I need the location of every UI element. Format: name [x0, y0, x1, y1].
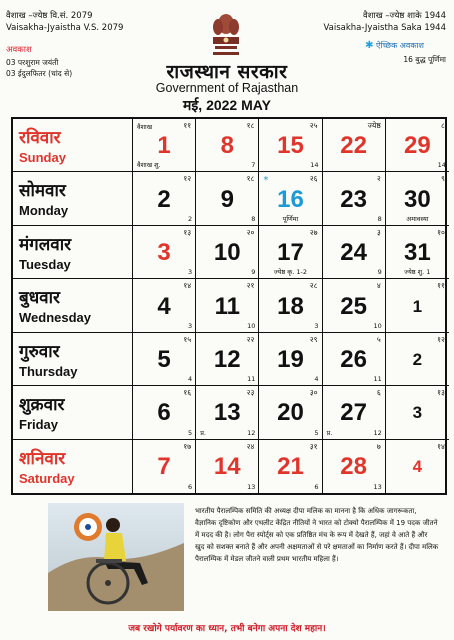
- samvat-english: Vaisakha-Jyaistha V.S. 2079: [6, 23, 124, 33]
- cell-sub-number: 11: [247, 375, 256, 384]
- weekday-english: Tuesday: [19, 256, 71, 272]
- date-number: 19: [277, 345, 304, 373]
- date-cell[interactable]: [133, 386, 196, 439]
- date-number: 26: [340, 345, 368, 373]
- date-number: 4: [157, 292, 171, 320]
- cell-note: अमावस्या: [406, 214, 429, 223]
- date-cell[interactable]: [133, 333, 196, 386]
- cell-note: ज्येष्ठ कृ. 1-2: [273, 268, 308, 277]
- cell-sub-number: 3: [188, 268, 193, 277]
- header-right: [323, 10, 446, 34]
- holidays-label: अवकाश: [6, 45, 32, 55]
- cell-note: ज्येष्ठ शु. 1: [404, 268, 431, 277]
- tithi-number: ८: [441, 121, 445, 130]
- page-title: राजस्थान सरकार: [166, 61, 288, 83]
- cell-sub-number: 7: [251, 161, 256, 170]
- cell-sub-number: 4: [314, 375, 319, 384]
- date-number: 24: [340, 239, 368, 267]
- cell-sub-number: 14: [310, 161, 319, 170]
- date-cell[interactable]: [259, 226, 322, 279]
- paralympian-photo: [48, 503, 184, 611]
- date-number: 14: [213, 453, 241, 481]
- date-cell[interactable]: [259, 119, 322, 172]
- date-number: 27: [340, 399, 368, 427]
- weekday-hindi: गुरुवार: [19, 341, 60, 362]
- cell-sub-number: 12: [373, 428, 382, 437]
- cell-sub-number: 5: [188, 428, 193, 437]
- date-cell[interactable]: [133, 279, 196, 332]
- date-number: 2: [157, 185, 171, 213]
- tithi-number: १८: [246, 121, 255, 130]
- weekday-header-wednesday: [13, 279, 133, 332]
- cell-sub-number: 10: [247, 321, 256, 330]
- cell-note: प्र.: [200, 428, 206, 437]
- tithi-number: १८: [246, 174, 255, 184]
- date-number: 16: [277, 185, 304, 213]
- date-number: 5: [157, 345, 171, 373]
- optional-holiday-item: 16 बुद्ध पूर्णिमा: [403, 55, 446, 64]
- date-cell[interactable]: [386, 333, 449, 386]
- weekday-hindi: रविवार: [19, 128, 61, 148]
- cell-sub-number: 12: [247, 428, 256, 437]
- tithi-number: १५: [183, 334, 192, 344]
- tithi-number: २: [376, 174, 381, 184]
- cell-note: पूर्णिमा: [282, 214, 299, 223]
- tithi-number: ज्येष्ठ: [367, 121, 381, 130]
- date-number: 29: [403, 132, 431, 160]
- weekday-header-friday: [13, 386, 133, 439]
- tithi-number: १६: [183, 388, 192, 398]
- weekday-header-thursday: [13, 333, 133, 386]
- tithi-number: १४: [183, 281, 192, 291]
- tithi-number: २१: [246, 281, 255, 291]
- date-cell[interactable]: [259, 333, 322, 386]
- date-number: 13: [213, 399, 241, 427]
- info-paragraph: भारतीय पैरालम्पिक समिति की अध्यक्ष दीपा मलिक का मानना है कि अधिक जागरूकता, वैज्ञानिक दृष्टिकोण और एथलीट केंद्रित नीतियों ने भारत को टोक्यो पैरालम्पिक में 19 पदक जीतने में मदद की है। लोग पैरा स्पोर्ट्स को एक प्रतिष्ठित मंच के रूप में देखते हैं, जहां वे आते हैं और खुद को सशक्त बनाते हैं और अपनी अक्षमताओं से परे क्षमताओं का निर्माण करते हैं। दीपा मलिक पैरालम्पिक में मेडल जीतने वाली प्रथम भारतीय महिला हैं।: [195, 507, 439, 563]
- cell-sub-number: 6: [188, 482, 193, 491]
- weekday-hindi: सोमवार: [19, 181, 66, 202]
- tithi-number: ११: [437, 281, 445, 291]
- weekday-hindi: बुधवार: [19, 288, 60, 309]
- tithi-number: ३०: [309, 388, 318, 398]
- tithi-number: १०: [437, 227, 445, 237]
- holiday-item: 03 परशुराम जयंती: [6, 58, 59, 67]
- date-cell[interactable]: [323, 386, 386, 439]
- date-cell[interactable]: [386, 386, 449, 439]
- weekday-hindi: शुक्रवार: [19, 395, 65, 416]
- date-cell[interactable]: [386, 279, 449, 332]
- optional-holiday-label: [365, 40, 424, 51]
- header-left: [6, 10, 123, 34]
- date-number: 31: [403, 239, 431, 267]
- weekday-header-monday: [13, 172, 133, 225]
- tithi-number: ५: [376, 334, 381, 344]
- cell-sub-number: 2: [188, 214, 193, 223]
- tithi-number: २५: [309, 121, 318, 130]
- cell-sub-number: 3: [314, 321, 319, 330]
- holiday-item: 03 ईदुलफितर (चांद से): [6, 69, 73, 78]
- date-number: 3: [412, 403, 423, 423]
- saka-english: Vaisakha-Jyaistha Saka 1944: [323, 23, 446, 33]
- tithi-number: १३: [183, 227, 192, 237]
- tithi-number: १४: [437, 441, 445, 451]
- saka-hindi: वैशाख –ज्येष्ठ शाके 1944: [363, 11, 446, 21]
- weekday-english: Saturday: [19, 470, 75, 486]
- tithi-number: १७: [183, 441, 192, 451]
- tithi-number: ११: [183, 121, 192, 130]
- date-cell[interactable]: [133, 440, 196, 493]
- cell-sub-number: 8: [251, 214, 256, 223]
- tithi-number: ३१: [309, 441, 318, 451]
- tithi-number: २३: [246, 388, 255, 398]
- date-cell[interactable]: [196, 226, 259, 279]
- tithi-number: २९: [309, 334, 318, 344]
- weekday-english: Monday: [19, 203, 69, 219]
- date-cell[interactable]: [133, 172, 196, 225]
- date-number: 30: [403, 185, 431, 213]
- cell-sub-number: 9: [251, 268, 256, 277]
- date-cell[interactable]: [259, 386, 322, 439]
- tithi-number: २०: [246, 227, 255, 237]
- tithi-number: २२: [246, 334, 255, 344]
- date-cell[interactable]: [386, 440, 449, 493]
- weekday-english: Sunday: [19, 150, 66, 165]
- date-cell[interactable]: [196, 333, 259, 386]
- weekday-header-sunday: [13, 119, 133, 172]
- cell-sub-number: 3: [188, 321, 193, 330]
- tithi-number: २६: [309, 174, 318, 184]
- date-cell[interactable]: [259, 279, 322, 332]
- tithi-number: २७: [309, 227, 318, 237]
- cell-sub-number: 13: [247, 482, 256, 491]
- weekday-header-saturday: [13, 440, 133, 493]
- date-number: 10: [213, 239, 241, 267]
- date-cell[interactable]: [196, 386, 259, 439]
- date-cell[interactable]: [196, 279, 259, 332]
- optional-holiday-star-icon: *: [263, 175, 269, 187]
- date-cell[interactable]: [323, 226, 386, 279]
- date-cell[interactable]: [323, 172, 386, 225]
- date-number: 1: [412, 296, 423, 316]
- cell-sub-number: 10: [373, 321, 382, 330]
- month-title: मई, 2022 MAY: [183, 97, 271, 113]
- date-number: 1: [157, 132, 171, 160]
- date-number: 15: [277, 132, 304, 160]
- cell-sub-number: 9: [377, 268, 382, 277]
- month-note: वैशाख: [137, 123, 153, 131]
- weekday-english: Thursday: [19, 363, 78, 379]
- date-number: 2: [412, 349, 423, 369]
- date-number: 4: [412, 457, 423, 477]
- calendar-grid: [11, 117, 447, 495]
- optional-holiday-label-text: ऐच्छिक अवकाश: [376, 41, 424, 50]
- date-number: 12: [213, 345, 241, 373]
- cell-sub-number: 5: [314, 428, 319, 437]
- date-number: 7: [157, 453, 171, 481]
- date-cell[interactable]: [386, 172, 449, 225]
- date-number: 17: [277, 239, 304, 267]
- date-cell[interactable]: [386, 119, 449, 172]
- weekday-hindi: मंगलवार: [19, 234, 72, 255]
- date-cell[interactable]: [259, 172, 322, 225]
- date-number: 6: [157, 399, 171, 427]
- cell-sub-number: 8: [377, 214, 382, 223]
- weekday-english: Friday: [19, 417, 59, 433]
- weekday-english: Wednesday: [19, 310, 92, 326]
- cell-sub-number: 13: [373, 482, 382, 491]
- date-number: 11: [214, 292, 240, 320]
- tithi-number: १२: [183, 174, 192, 184]
- date-number: 23: [340, 185, 368, 213]
- footer-slogan: जब रखोगे पर्यावरण का ध्यान, तभी बनेगा अपना देश महान।: [128, 624, 326, 634]
- cell-note: वैशाख शु.: [137, 161, 161, 170]
- cell-sub-number: 4: [188, 375, 193, 384]
- date-cell[interactable]: [323, 440, 386, 493]
- date-number: 8: [220, 132, 234, 160]
- cell-sub-number: 6: [314, 482, 319, 491]
- date-cell[interactable]: [196, 119, 259, 172]
- date-cell[interactable]: [196, 172, 259, 225]
- tithi-number: २८: [309, 281, 318, 291]
- date-cell[interactable]: [323, 119, 386, 172]
- star-icon: ✱: [365, 40, 374, 51]
- date-number: 3: [157, 239, 171, 267]
- cell-sub-number: 14: [437, 161, 446, 170]
- date-cell[interactable]: [323, 333, 386, 386]
- tithi-number: ४: [376, 281, 381, 291]
- date-cell[interactable]: [196, 440, 259, 493]
- tithi-number: १३: [437, 388, 445, 398]
- weekday-hindi: शनिवार: [19, 448, 66, 469]
- tithi-number: ६: [376, 388, 381, 398]
- date-cell[interactable]: [386, 226, 449, 279]
- date-number: 25: [340, 292, 368, 320]
- weekday-header-tuesday: [13, 226, 133, 279]
- tithi-number: ७: [376, 441, 381, 451]
- tithi-number: ९: [441, 174, 445, 184]
- date-number: 9: [220, 185, 234, 213]
- cell-sub-number: 11: [373, 375, 382, 384]
- date-cell[interactable]: [133, 119, 196, 172]
- date-cell[interactable]: [133, 226, 196, 279]
- date-number: 18: [277, 292, 304, 320]
- samvat-hindi: वैशाख –ज्येष्ठ वि.सं. 2079: [6, 11, 93, 21]
- date-cell[interactable]: [323, 279, 386, 332]
- tithi-number: २४: [246, 441, 255, 451]
- date-number: 20: [277, 399, 304, 427]
- date-number: 22: [340, 132, 368, 160]
- tithi-number: ३: [376, 227, 381, 237]
- page-subtitle: Government of Rajasthan: [155, 81, 299, 95]
- date-cell[interactable]: [259, 440, 322, 493]
- tithi-number: १२: [437, 334, 445, 344]
- state-emblem-icon: [207, 10, 245, 58]
- cell-note: प्र.: [326, 428, 333, 437]
- date-number: 21: [277, 453, 304, 481]
- date-number: 28: [340, 453, 368, 481]
- wheelchair-athlete-illustration: [48, 503, 184, 611]
